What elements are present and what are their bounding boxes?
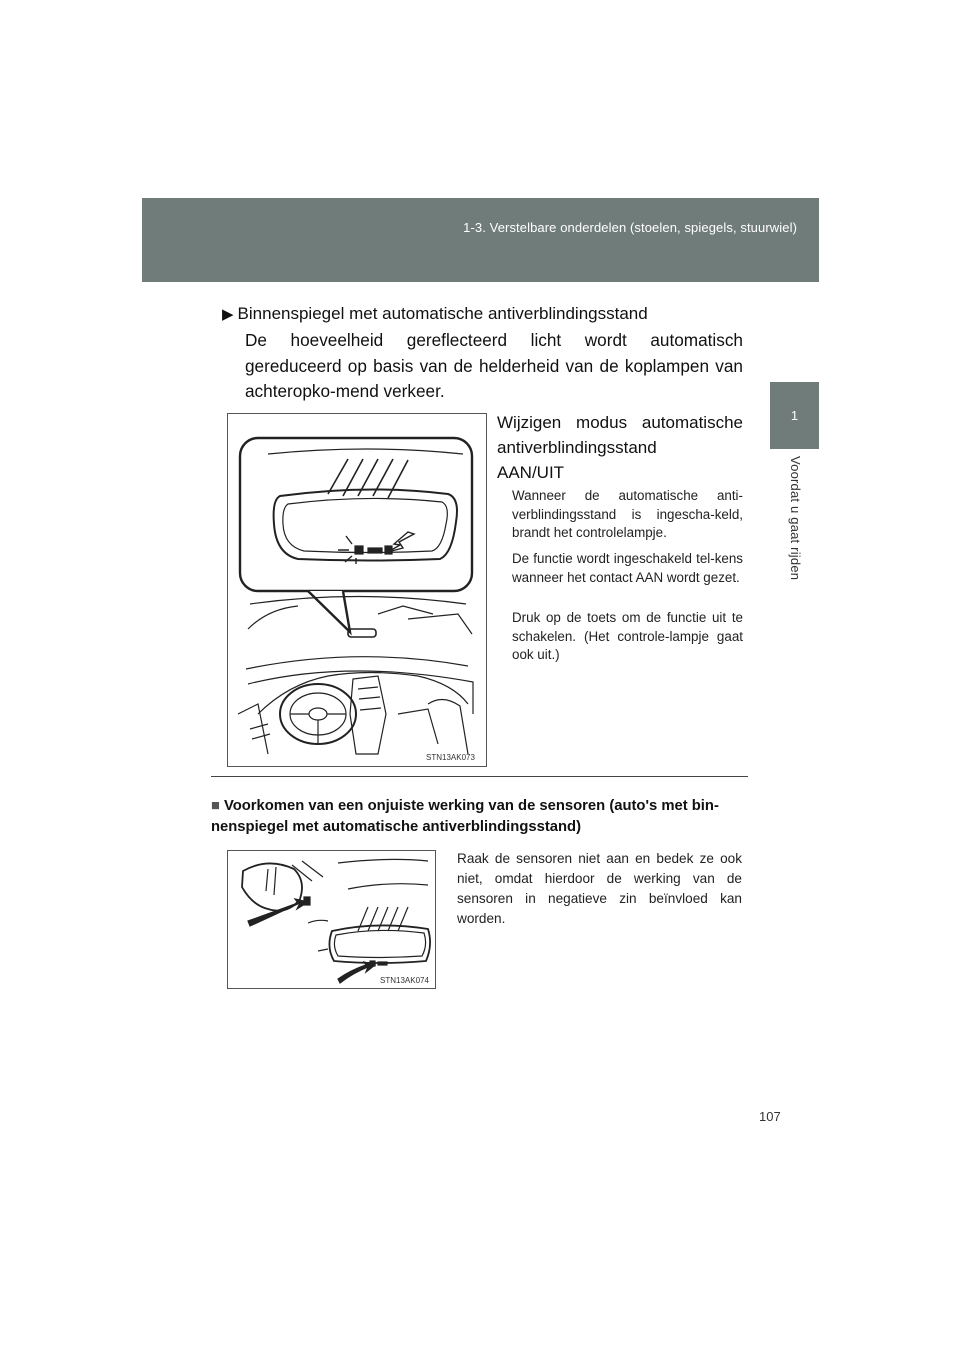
step-title-line: AAN/UIT xyxy=(497,463,565,482)
section-title: 1-3. Verstelbare onderdelen (stoelen, spiegels, stuurwiel) xyxy=(463,220,797,235)
subsection-heading xyxy=(211,796,746,837)
step-title-line: Wijzigen modus automatische xyxy=(497,413,743,432)
triangle-bullet-icon: ▶ xyxy=(222,306,234,323)
sensor-warning-text: Raak de sensoren niet aan en bedek ze ook niet, omdat hierdoor de werking van de sensoren in negatieve zin beïnvloed kan worden. xyxy=(457,851,742,926)
lead-title: Binnenspiegel met automatische antiverblindingsstand xyxy=(237,304,648,323)
subsection-title: Voorkomen van een onjuiste werking van de sensoren (auto's met bin-nenspiegel met automatische antiverblindingsstand) xyxy=(211,798,719,835)
lead-heading xyxy=(222,304,648,324)
sensor-mirror-drawing xyxy=(228,851,435,988)
figure-code: STN13AK073 xyxy=(426,753,475,762)
figure-code: STN13AK074 xyxy=(380,976,429,985)
step-title-line: antiverblindingsstand xyxy=(497,438,657,457)
chapter-tab xyxy=(770,382,819,449)
chapter-title: Voordat u gaat rijden xyxy=(788,456,803,581)
note-indicator-lamp: Wanneer de automatische anti-verblindingsstand is ingescha-keld, brandt het controlelampje. xyxy=(512,488,743,540)
square-bullet-icon: ■ xyxy=(211,798,220,814)
note-activation: De functie wordt ingeschakeld tel-kens wanneer het contact AAN wordt gezet. xyxy=(512,551,743,585)
note-deactivation: Druk op de toets om de functie uit te schakelen. (Het controle-lampje gaat ook uit.) xyxy=(512,610,743,662)
section-header-bar xyxy=(142,198,819,282)
figure-sensor-illustration xyxy=(227,850,436,989)
intro-paragraph: De hoeveelheid gereflecteerd licht wordt automatisch gereduceerd op basis van de helderheid van de koplampen van achteropko-mend verkeer. xyxy=(245,330,743,401)
mirror-interior-drawing xyxy=(228,414,486,766)
figure-mirror-illustration xyxy=(227,413,487,767)
step-title xyxy=(497,410,743,485)
section-divider xyxy=(211,776,748,777)
chapter-number: 1 xyxy=(790,408,799,423)
page-number: 107 xyxy=(759,1109,781,1124)
